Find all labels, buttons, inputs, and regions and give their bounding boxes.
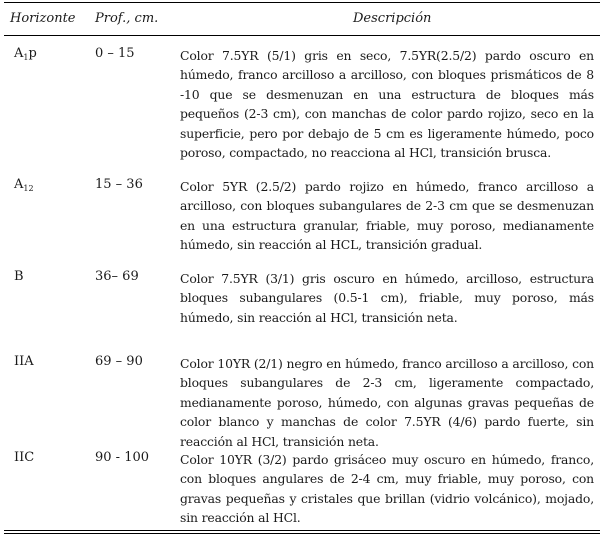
row-horizon: B bbox=[14, 269, 24, 284]
row-description: Color 7.5YR (3/1) gris oscuro en húmedo, arcilloso, estructura bloques subangulares (0.5-1 cm), friable, muy poroso, más húmedo, sin reacción al HCl, transición neta. bbox=[180, 271, 594, 325]
row-depth: 69 – 90 bbox=[95, 354, 143, 369]
table-bottom-rule-double bbox=[4, 533, 600, 534]
row-horizon: $A_1p$ bbox=[14, 46, 37, 62]
row-description: Color 5YR (2.5/2) pardo rojizo en húmedo, franco arcilloso a arcilloso, con bloques subangulares de 2-3 cm que se desmenuzan en una estructura granular, friable, muy poroso, medianamente húmedo, sin reacción al HCL, transición gradual. bbox=[180, 179, 594, 253]
table-header bbox=[4, 3, 600, 35]
row-depth: 0 – 15 bbox=[95, 46, 135, 61]
row-description: Color 10YR (2/1) negro en húmedo, franco arcilloso a arcilloso, con bloques subangulares de 2-3 cm, ligeramente compactado, medianamente poroso, húmedo, con algunas gravas pequeñas de color blanco y manchas de color 7.5YR (4/6) pardo fuerte, sin reacción al HCl, transición neta. bbox=[180, 356, 594, 449]
table-bottom-rule bbox=[4, 530, 600, 531]
row-horizon: IIA bbox=[14, 354, 34, 369]
header-descripcion: Descripción bbox=[353, 11, 432, 26]
row-horizon: IIC bbox=[14, 450, 35, 465]
row-description: Color 7.5YR (5/1) gris en seco, 7.5YR(2.5/2) pardo oscuro en húmedo, franco arcilloso a arcilloso, con bloques prismáticos de 8 -10 que se desmenuzan en una estructura de bloques más pequeños (2-3 cm), con manchas de color pardo rojizo, seco en la superficie, pero por debajo de 5 cm es ligeramente húmedo, poco poroso, compactado, no reacciona al HCl, transición brusca. bbox=[180, 48, 594, 161]
row-depth: 36– 69 bbox=[95, 269, 139, 284]
row-depth: 15 – 36 bbox=[95, 177, 143, 192]
row-description: Color 10YR (3/2) pardo grisáceo muy oscuro en húmedo, franco, con bloques angulares de 2-4 cm, muy friable, muy poroso, con gravas pequeñas y cristales que brillan (vidrio volcánico), mojado, sin reacción al HCl. bbox=[180, 452, 594, 526]
row-horizon: $A_{12}$ bbox=[14, 177, 34, 193]
row-depth: 90 - 100 bbox=[95, 450, 150, 465]
table-header-rule bbox=[4, 35, 600, 36]
header-horizonte: Horizonte bbox=[10, 11, 76, 26]
header-prof: Prof., cm. bbox=[95, 11, 159, 26]
soil-profile-table bbox=[4, 2, 600, 526]
